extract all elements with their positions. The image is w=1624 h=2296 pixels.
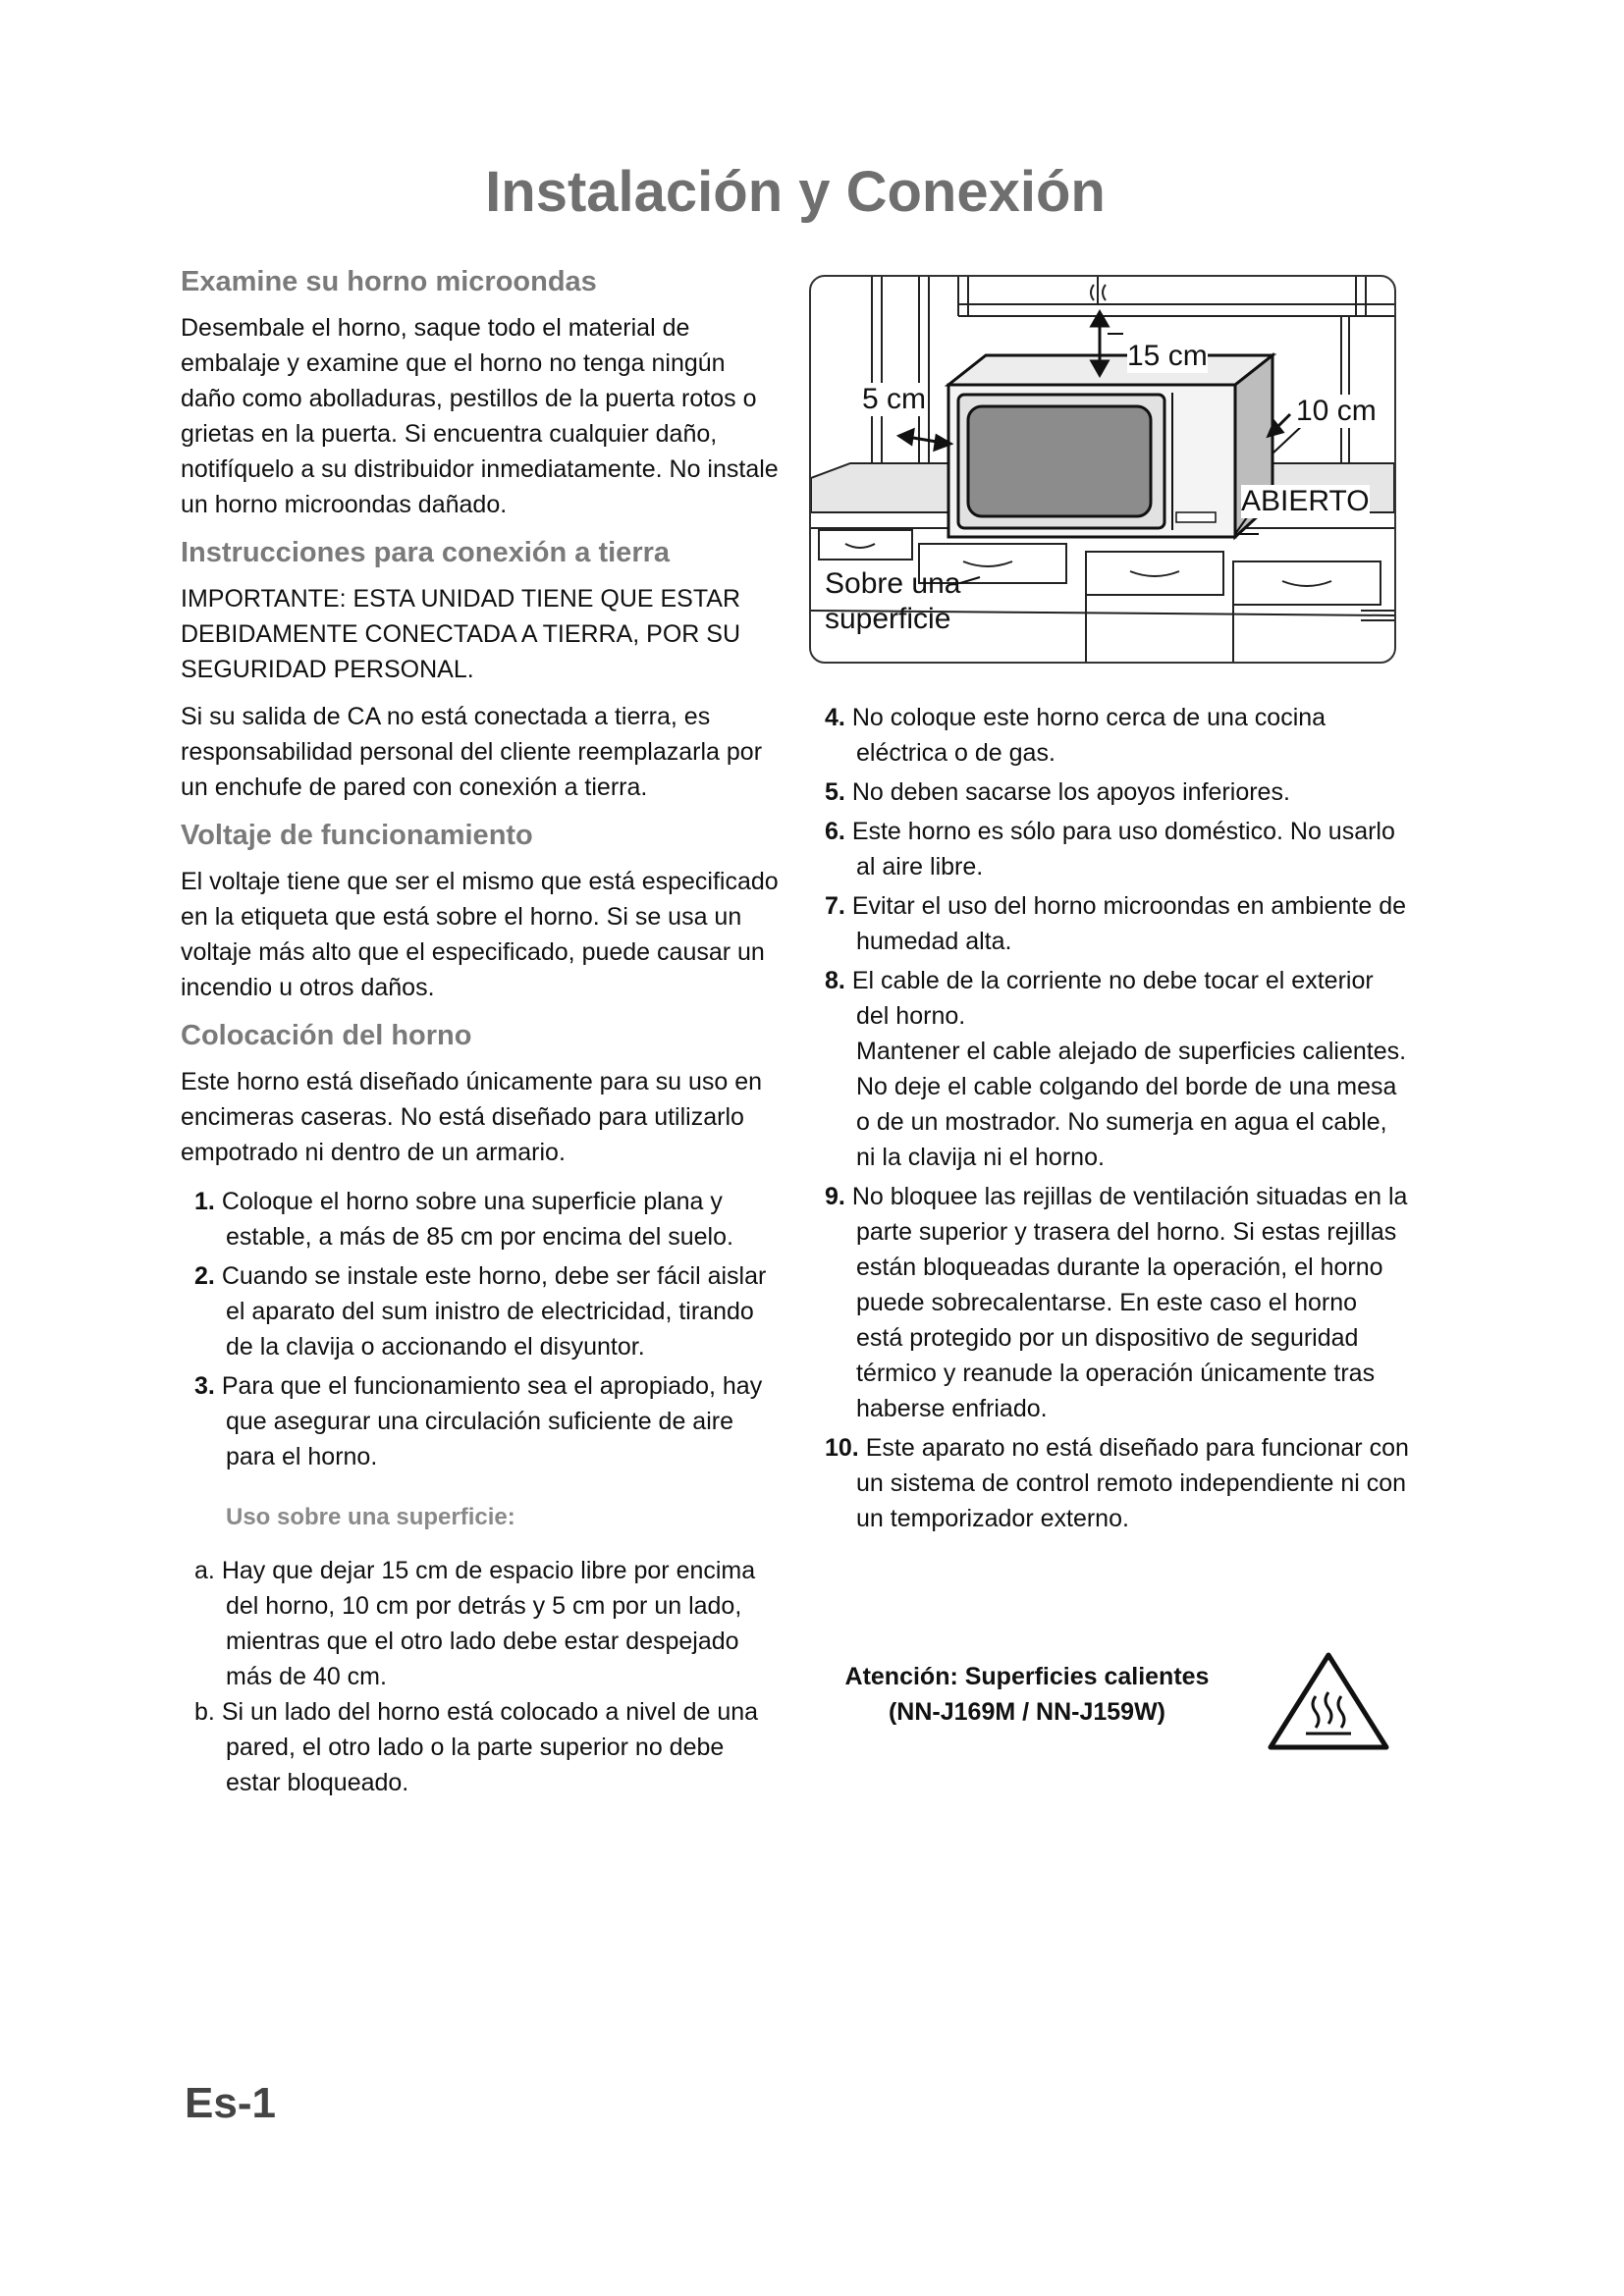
label-back-clearance: 10 cm <box>1296 395 1377 427</box>
section-body-placement: Este horno está diseñado únicamente para su uso en encimeras caseras. No está diseñado para utilizarlo empotrado ni dentro de un armario. <box>181 1068 763 1166</box>
list-item: 1. Coloque el horno sobre una superficie plana y estable, a más de 85 cm por encima del suelo. <box>194 1188 733 1251</box>
label-side-clearance: 5 cm <box>862 383 927 415</box>
section-body-grounding: Si su salida de CA no está conectada a tierra, es responsabilidad personal del cliente reemplazarla por un enchufe de pared con conexión a tierra. <box>181 703 763 801</box>
placement-list <box>181 1184 780 1474</box>
section-heading-placement: Colocación del horno <box>181 1020 472 1051</box>
section-body-examine: Desembale el horno, saque todo el material de embalaje y examine que el horno no tenga ningún daño como abolladuras, pestillos de la puerta rotos o grietas en la puerta. Si encuentra cualquier daño, notifíquelo a su distribuidor inmediatamente. No instale un horno microondas dañado. <box>181 314 779 518</box>
installation-diagram <box>809 275 1396 664</box>
hot-surface-warning-icon <box>1265 1649 1392 1753</box>
list-item: 8. El cable de la corriente no debe tocar el exterior del horno. Mantener el cable alejado de superficies calientes. No deje el cable colgando del borde de una mesa o de un mostrador. No sumerja en agua el cable, ni la clavija ni el horno. <box>811 963 1410 1175</box>
section-heading-examine: Examine su horno microondas <box>181 266 597 297</box>
label-top-clearance: 15 cm <box>1127 340 1208 372</box>
list-item: b. Si un lado del horno está colocado a nivel de una pared, el otro lado o la parte superior no debe estar bloqueado. <box>194 1698 759 1796</box>
caution-models: (NN-J169M / NN-J159W) <box>888 1698 1165 1726</box>
list-item: 3. Para que el funcionamiento sea el apropiado, hay que asegurar una circulación suficiente de aire para el horno. <box>194 1372 763 1470</box>
caution-title: Atención: Superficies calientes <box>844 1663 1210 1690</box>
label-surface-line2: superficie <box>825 603 951 635</box>
section-body-voltage: El voltaje tiene que ser el mismo que está especificado en la etiqueta que está sobre el horno. Si se usa un voltaje más alto que el especificado, puede causar un incendio u otros daños. <box>181 868 779 1001</box>
list-item: 10. Este aparato no está diseñado para funcionar con un sistema de control remoto independiente ni con un temporizador externo. <box>825 1434 1409 1532</box>
safety-list <box>811 700 1410 1536</box>
list-item: 7. Evitar el uso del horno microondas en ambiente de humedad alta. <box>825 892 1407 955</box>
subheading-surface-use: Uso sobre una superficie: <box>226 1504 515 1530</box>
list-item: 2. Cuando se instale este horno, debe ser fácil aislar el aparato del sum inistro de electricidad, tirando de la clavija o accionando el disyuntor. <box>194 1262 767 1361</box>
list-item-continuation: Mantener el cable alejado de superficies calientes. No deje el cable colgando del borde de una mesa o de un mostrador. No sumerja en agua el cable, ni la clavija ni el horno. <box>856 1038 1407 1171</box>
list-item: 9. No bloquee las rejillas de ventilación situadas en la parte superior y trasera del horno. Si estas rejillas están bloqueadas durante la operación, el horno puede sobrecalentarse. En este caso el horno está protegido por un dispositivo de seguridad térmico y reanude la operación únicamente tras haberse enfriado. <box>825 1183 1408 1422</box>
section-heading-voltage: Voltaje de funcionamiento <box>181 820 533 851</box>
list-item: a. Hay que dejar 15 cm de espacio libre por encima del horno, 10 cm por detrás y 5 cm por un lado, mientras que el otro lado debe estar despejado más de 40 cm. <box>194 1557 756 1690</box>
label-surface-line1: Sobre una <box>825 567 961 600</box>
list-item: 5. No deben sacarse los apoyos inferiores. <box>825 778 1290 806</box>
label-open-side: ABIERTO <box>1241 485 1370 517</box>
right-column <box>811 692 1410 1540</box>
page-number: Es-1 <box>185 2079 276 2127</box>
hot-surface-caution <box>811 1659 1243 1730</box>
section-heading-grounding: Instrucciones para conexión a tierra <box>181 537 671 568</box>
grounding-warning: IMPORTANTE: ESTA UNIDAD TIENE QUE ESTAR DEBIDAMENTE CONECTADA A TIERRA, POR SU SEGURIDAD PERSONAL. <box>181 585 741 683</box>
left-column <box>181 265 780 1800</box>
page-title: Instalación y Conexión <box>485 160 1106 224</box>
list-item: 4. No coloque este horno cerca de una cocina eléctrica o de gas. <box>825 704 1326 767</box>
surface-use-list <box>181 1553 780 1800</box>
list-item: 6. Este horno es sólo para uso doméstico. No usarlo al aire libre. <box>825 818 1395 881</box>
